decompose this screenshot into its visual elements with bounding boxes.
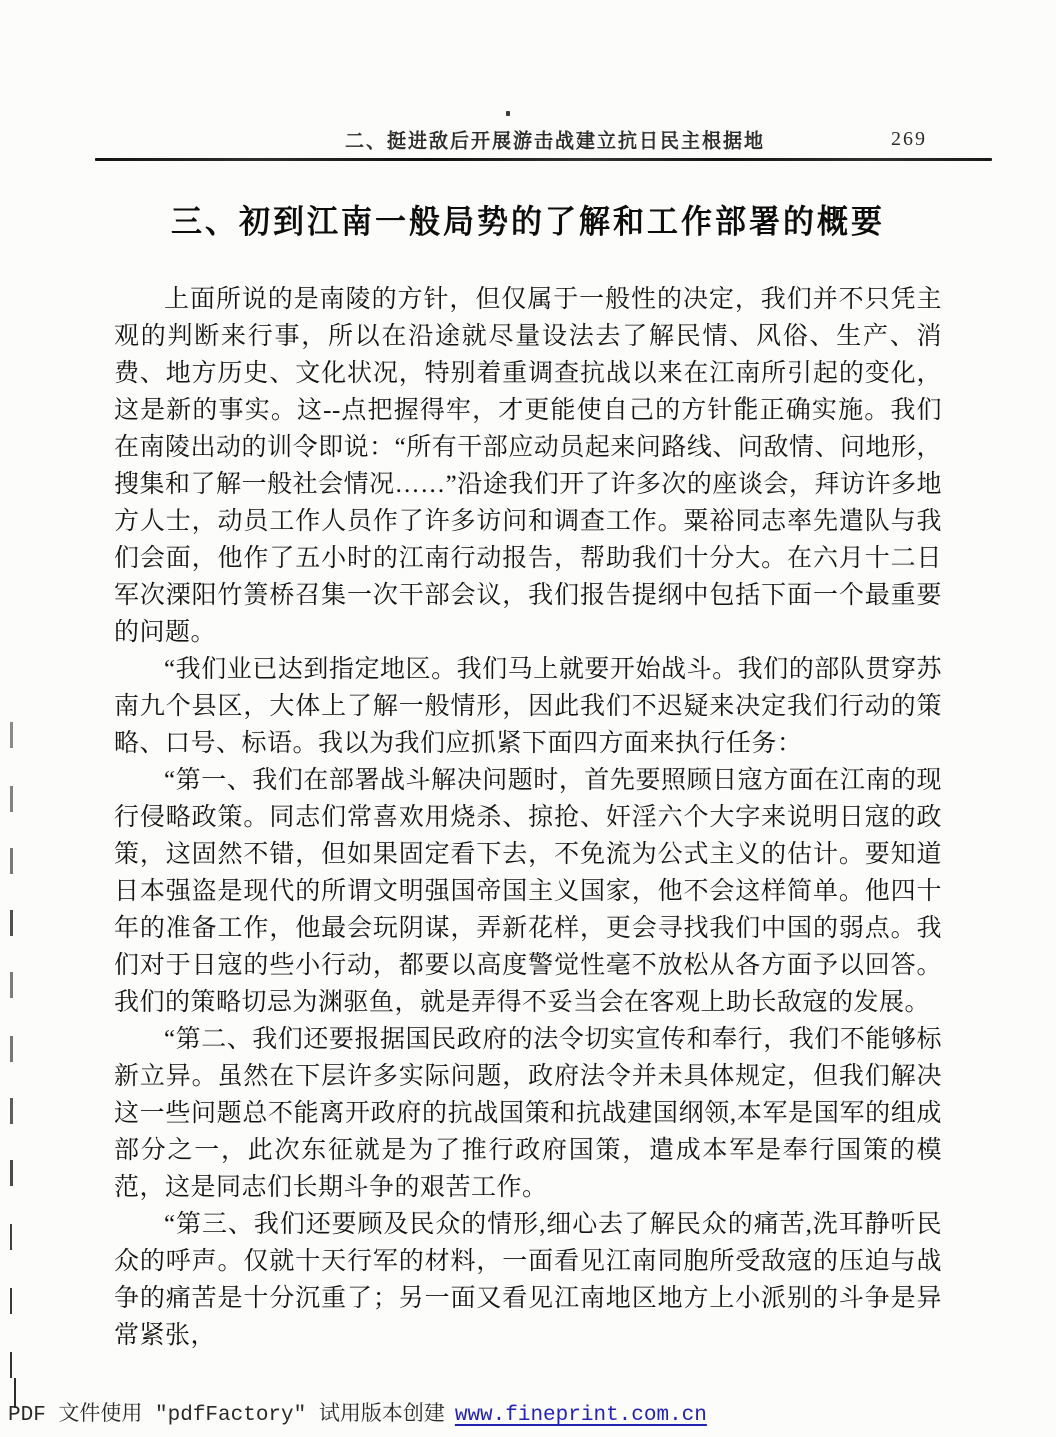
paragraph-4: “第二、我们还要报据国民政府的法令切实宣传和奉行，我们不能够标新立异。虽然在下层许多实际问题，政府法令并未具体规定，但我们解决这一些问题总不能离开政府的抗战国策和抗战建国纲领,本军是国军的组成部分之一，此次东征就是为了推行政府国策，遣成本军是奉行国策的模范，这是同志们长期斗争的艰苦工作。 (114, 1026, 942, 1201)
section-title: 三、初到江南一般局势的了解和工作部署的概要 (171, 203, 885, 240)
paragraph-2: “我们业已达到指定地区。我们马上就要开始战斗。我们的部队贯穿苏南九个县区，大体上了解一般情形，因此我们不迟疑来决定我们行动的策略、口号、标语。我以为我们应抓紧下面四方面来执行任务： (114, 656, 942, 757)
margin-tick (10, 1098, 13, 1124)
margin-tick (10, 1352, 12, 1378)
margin-tick (10, 1160, 13, 1186)
page-number: 269 (891, 128, 927, 150)
running-header-title: 二、挺进敌后开展游击战建立抗日民主根据地 (345, 130, 766, 153)
pdf-watermark-footer (8, 1397, 1048, 1427)
margin-tick (10, 972, 13, 998)
margin-tick (10, 1036, 13, 1062)
margin-tick (10, 722, 13, 748)
header-rule (95, 158, 992, 161)
body-text (114, 281, 942, 1354)
margin-tick (10, 848, 13, 874)
running-header-row (95, 126, 955, 154)
margin-tick (10, 1288, 12, 1314)
pdf-watermark-text: PDF 文件使用 ″pdfFactory″ 试用版本创建 (8, 1404, 445, 1427)
paragraph-5: “第三、我们还要顾及民众的情形,细心去了解民众的痛苦,洗耳静听民众的呼声。仅就十天行军的材料，一面看见江南同胞所受敌寇的压迫与战争的痛苦是十分沉重了；另一面又看见江南地区地方上小派别的斗争是异常紧张， (114, 1211, 942, 1349)
margin-tick (10, 786, 13, 812)
scan-speck (506, 111, 510, 116)
margin-tick (10, 1224, 12, 1250)
paragraph-3: “第一、我们在部署战斗解决问题时，首先要照顾日寇方面在江南的现行侵略政策。同志们常喜欢用烧杀、掠抢、奸淫六个大字来说明日寇的政策，这固然不错，但如果固定看下去，不免流为公式主义的估计。要知道日本强盗是现代的所谓文明强国帝国主义国家，他不会这样简单。他四十年的准备工作，他最会玩阴谋，弄新花样，更会寻找我们中国的弱点。我们对于日寇的些小行动，都要以高度警觉性毫不放松从各方面予以回答。我们的策略切忌为渊驱鱼，就是弄得不妥当会在客观上助长敌寇的发展。 (114, 767, 942, 1016)
margin-tick (10, 910, 13, 936)
paragraph-1: 上面所说的是南陵的方针，但仅属于一般性的决定，我们并不只凭主观的判断来行事，所以在沿途就尽量设法去了解民情、风俗、生产、消费、地方历史、文化状况，特别着重调查抗战以来在江南所引起的变化，这是新的事实。这--点把握得牢，才更能使自己的方针能正确实施。我们在南陵出动的训令即说：“所有干部应动员起来问路线、问敌情、问地形，搜集和了解一般社会情况……”沿途我们开了许多次的座谈会，拜访许多地方人士，动员工作人员作了许多访问和调查工作。粟裕同志率先遣队与我们会面，他作了五小时的江南行动报告，帮助我们十分大。在六月十二日军次溧阳竹箦桥召集一次干部会议，我们报告提纲中包括下面一个最重要的问题。 (114, 286, 942, 646)
fineprint-link[interactable]: www.fineprint.com.cn (454, 1404, 707, 1427)
